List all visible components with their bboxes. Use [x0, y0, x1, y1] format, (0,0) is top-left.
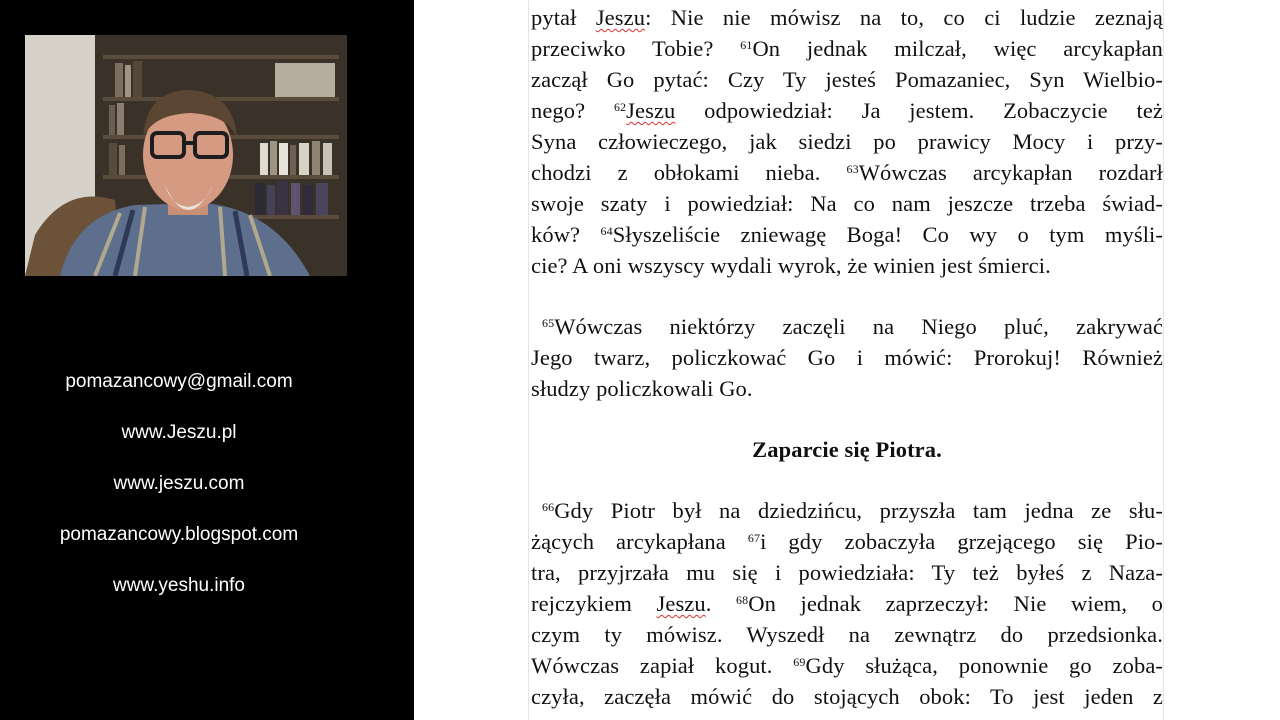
document-page[interactable]: [528, 0, 1164, 720]
text-line: Syna człowieczego, jak siedzi po prawicy Mocy i przy-: [531, 129, 1163, 154]
page-text: [531, 2, 1163, 712]
text-line: swoje szaty i powiedział: Na co nam jeszcze trzeba świad-: [531, 191, 1163, 216]
verse-number: 63: [846, 162, 859, 176]
jeszu-com-link[interactable]: www.jeszu.com: [113, 473, 245, 494]
text-line: przeciwko Tobie? $^{61}$On jednak milczał, więc arcykapłan: [531, 36, 1163, 61]
verse-number: 66: [542, 500, 555, 514]
presenter-video-frame: [25, 35, 347, 276]
verse-number: 67: [747, 531, 761, 545]
jeszu-pl-link[interactable]: www.Jeszu.pl: [121, 422, 237, 443]
verse-number: 64: [600, 224, 613, 238]
text-line: czym ty mówisz. Wyszedł na zewnątrz do przedsionka.: [531, 622, 1163, 647]
verse-number: 69: [793, 655, 806, 669]
text-line: rejczykiem Jeszu. $^{68}$On jednak zaprzeczył: Nie wiem, o: [531, 591, 1163, 616]
left-panel: [0, 0, 414, 720]
text-line: żących arcykapłana $^{67}$i gdy zobaczyła grzejącego się Pio-: [531, 529, 1163, 554]
text-line: chodzi z obłokami nieba. $^{63}$Wówczas arcykapłan rozdarł: [531, 160, 1163, 185]
text-line: Wówczas zapiał kogut. $^{69}$Gdy służąca, ponownie go zoba-: [531, 653, 1163, 678]
text-line: $^{65}$Wówczas niektórzy zaczęli na Niego pluć, zakrywać: [542, 314, 1163, 339]
text-line: ków? $^{64}$Słyszeliście zniewagę Boga! Co wy o tym myśli-: [531, 222, 1163, 247]
document-area[interactable]: [414, 0, 1280, 720]
text-line: Jego twarz, policzkować Go i mówić: Prorokuj! Również: [531, 345, 1163, 370]
text-line: tra, przyjrzała mu się i powiedziała: Ty też byłeś z Naza-: [531, 560, 1163, 585]
webcam-video: [25, 35, 347, 276]
verse-number: 65: [542, 316, 555, 330]
verse-number: 68: [736, 593, 749, 607]
yeshu-info-link[interactable]: www.yeshu.info: [112, 575, 245, 596]
text-line: $^{66}$Gdy Piotr był na dziedzińcu, przyszła tam jedna ze słu-: [542, 498, 1163, 523]
text-line: słudzy policzkowali Go.: [531, 376, 753, 401]
contact-links: [0, 370, 358, 625]
verse-number: 62: [613, 100, 627, 114]
text-line: cie? A oni wszyscy wydali wyrok, że winien jest śmierci.: [531, 253, 1051, 278]
text-line: pytał Jeszu: Nie nie mówisz na to, co ci ludzie zeznają: [531, 5, 1163, 30]
email-link[interactable]: pomazancowy@gmail.com: [65, 371, 293, 392]
section-heading: Zaparcie się Piotra.: [752, 437, 942, 462]
text-line: czyła, zaczęła mówić do stojących obok: To jest jeden z: [531, 684, 1163, 709]
verse-number: 61: [740, 38, 753, 52]
blogspot-link[interactable]: pomazancowy.blogspot.com: [59, 524, 299, 545]
text-line: zaczął Go pytać: Czy Ty jesteś Pomazaniec, Syn Wielbio-: [531, 67, 1163, 92]
text-line: nego? $^{62}$Jeszu odpowiedział: Ja jestem. Zobaczycie też: [531, 98, 1163, 123]
